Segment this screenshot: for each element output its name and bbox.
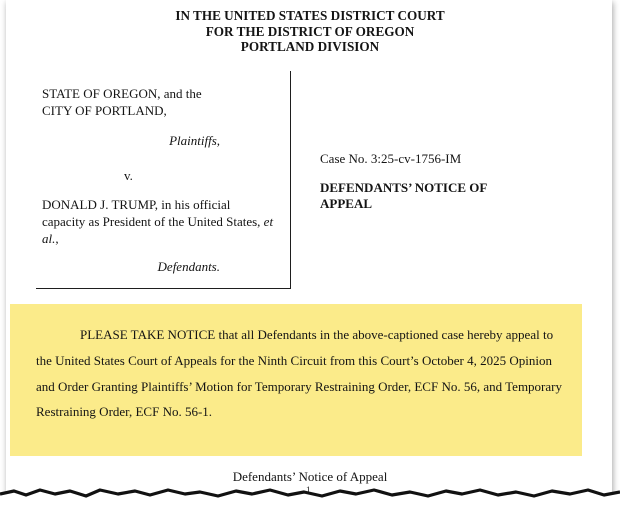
case-caption-box (36, 71, 291, 289)
notice-line-3: and Order Granting Plaintiffs’ Motion for Temporary Restraining Order, ECF No. 56, and Temporary (36, 378, 562, 394)
document-title-line-1: DEFENDANTS’ NOTICE OF (320, 180, 488, 195)
court-header-line-3: PORTLAND DIVISION (240, 39, 380, 54)
plaintiff-line-2: CITY OF PORTLAND, (42, 103, 167, 118)
al-text: al. (42, 231, 56, 246)
document-title-line-2: APPEAL (320, 196, 372, 211)
defendant-line-2 (42, 213, 273, 230)
plaintiff-line-1: STATE OF OREGON, and the (42, 86, 202, 101)
court-header (0, 8, 620, 55)
case-number: Case No. 3:25-cv-1756-IM (320, 151, 462, 166)
notice-paragraph (36, 322, 576, 425)
et-text: et (263, 214, 274, 229)
defendant-line-3-comma: , (55, 231, 59, 246)
defendant-line-2-text: capacity as President of the United States, (42, 214, 264, 229)
notice-line-2: the United States Court of Appeals for the Ninth Circuit from this Court’s October 4, 2025 Opinion (36, 352, 552, 368)
footer-title: Defendants’ Notice of Appeal (232, 469, 388, 484)
page-number: 1 (306, 485, 311, 495)
plaintiffs-label: Plaintiffs, (169, 133, 220, 148)
defendant-line-3 (42, 230, 59, 247)
versus-label: v. (124, 168, 133, 183)
defendants-label: Defendants. (157, 259, 220, 274)
court-header-line-1: IN THE UNITED STATES DISTRICT COURT (175, 8, 445, 23)
notice-line-4: Restraining Order, ECF No. 56-1. (36, 404, 213, 420)
torn-edge-graphic (0, 484, 620, 518)
defendant-line-1: DONALD J. TRUMP, in his official (42, 197, 231, 212)
notice-line-1: PLEASE TAKE NOTICE that all Defendants in the above-captioned case hereby appeal to (80, 327, 554, 342)
court-header-line-2: FOR THE DISTRICT OF OREGON (205, 23, 415, 39)
